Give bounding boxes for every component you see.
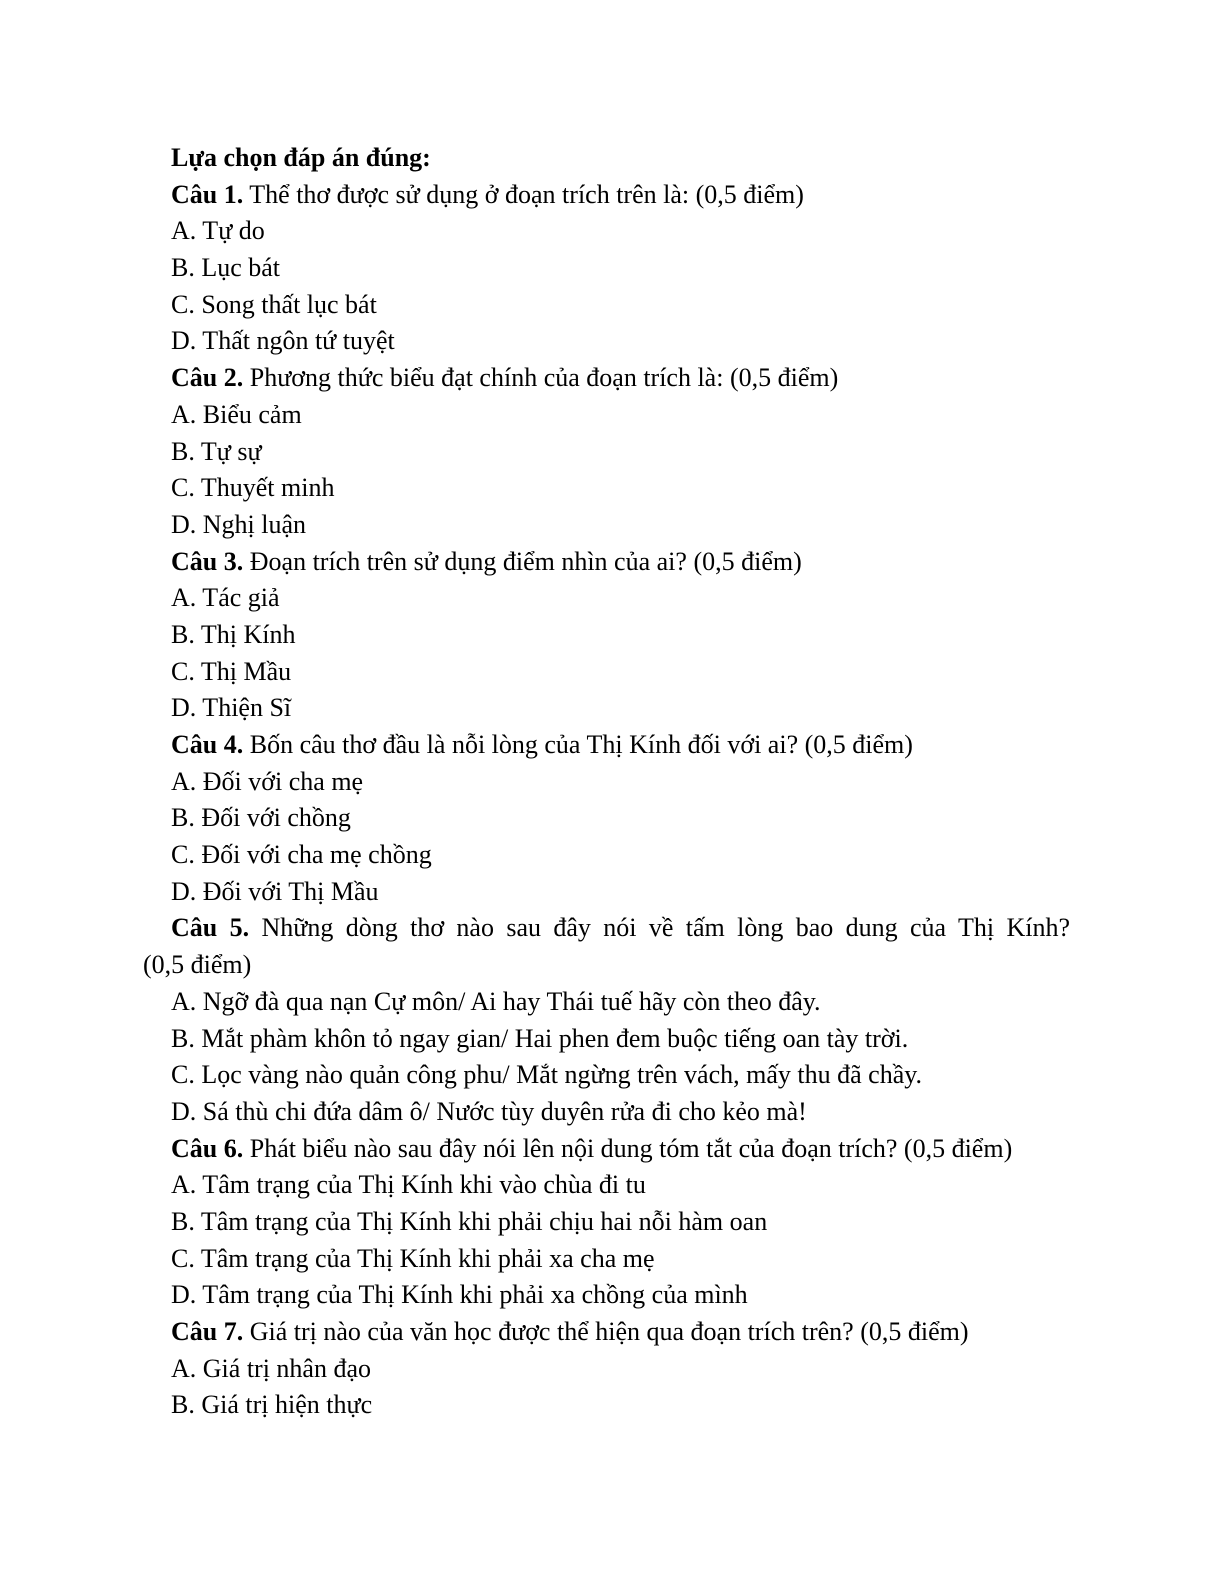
option: C. Đối với cha mẹ chồng [171,840,432,870]
question-7 [0,1314,1224,1351]
question-3 [0,544,1224,581]
question-number: Câu 4. [171,730,244,759]
question-number: Câu 1. [171,179,244,209]
question-number: Câu 6. [171,1133,244,1163]
question-text: Đoạn trích trên sử dụng điểm nhìn của ai? (0,5 điểm) [249,546,802,576]
question-text: Phương thức biểu đạt chính của đoạn trích là: (0,5 điểm) [249,363,839,393]
question-6 [0,1131,1224,1168]
option: A. Giá trị nhân đạo [171,1353,372,1383]
option: A. Tự do [171,216,265,246]
question-text: Phát biểu nào sau đây nói lên nội dung tóm tắt của đoạn trích? (0,5 điểm) [249,1133,1013,1163]
question-5 [0,910,1070,947]
option: B. Đối với chồng [171,803,351,833]
option: C. Song thất lục bát [171,289,377,319]
question-text: Bốn câu thơ đầu là nỗi lòng của Thị Kính đối với ai? (0,5 điểm) [249,730,913,759]
question-2 [0,360,1224,397]
question-number: Câu 3. [171,546,244,576]
option: B. Thị Kính [171,619,296,649]
question-text-continued: (0,5 điểm) [143,950,252,980]
option: D. Đối với Thị Mầu [171,876,379,906]
option: A. Tâm trạng của Thị Kính khi vào chùa đi tu [171,1170,646,1200]
question-number: Câu 5. [171,913,250,943]
question-1 [0,177,1224,214]
question-number: Câu 7. [171,1317,244,1346]
document-page [0,140,1224,1424]
question-text: Giá trị nào của văn học được thể hiện qua đoạn trích trên? (0,5 điểm) [249,1317,969,1346]
option: C. Tâm trạng của Thị Kính khi phải xa cha mẹ [171,1243,655,1273]
option: C. Thị Mầu [171,656,292,686]
question-text: Những dòng thơ nào sau đây nói về tấm lòng bao dung của Thị Kính? [261,913,1070,943]
question-4 [0,727,1224,764]
option: C. Thuyết minh [171,473,335,503]
option: B. Giá trị hiện thực [171,1390,373,1420]
option: A. Tác giả [171,583,280,613]
section-heading: Lựa chọn đáp án đúng: [171,143,431,172]
question-number: Câu 2. [171,363,244,393]
option: B. Lục bát [171,253,281,283]
option: D. Sá thù chi đứa dâm ô/ Nước tùy duyên rửa đi cho kẻo mà! [171,1096,807,1126]
option: D. Nghị luận [171,509,307,539]
option: B. Mắt phàm khôn tỏ ngay gian/ Hai phen đem buộc tiếng oan tày trời. [171,1023,909,1053]
option: A. Đối với cha mẹ [171,766,364,796]
option: B. Tự sự [171,436,262,466]
option: A. Biểu cảm [171,399,302,429]
option: B. Tâm trạng của Thị Kính khi phải chịu hai nỗi hàm oan [171,1206,768,1236]
question-text: Thể thơ được sử dụng ở đoạn trích trên là: (0,5 điểm) [249,179,804,209]
option: C. Lọc vàng nào quản công phu/ Mắt ngừng trên vách, mấy thu đã chầy. [171,1060,923,1090]
option: A. Ngỡ đà qua nạn Cự môn/ Ai hay Thái tuế hãy còn theo đây. [171,986,821,1016]
option: D. Thất ngôn tứ tuyệt [171,326,395,356]
option: D. Tâm trạng của Thị Kính khi phải xa chồng của mình [171,1280,748,1310]
option: D. Thiện Sĩ [171,693,292,723]
